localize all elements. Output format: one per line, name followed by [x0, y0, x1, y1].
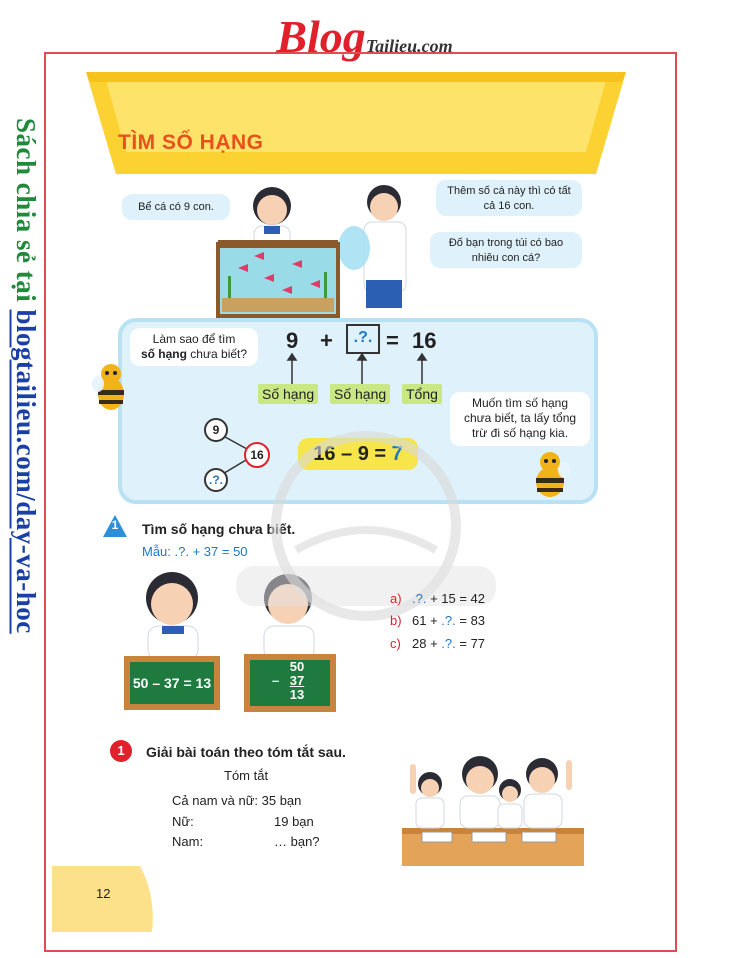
calc-result: 7: [391, 443, 403, 465]
classroom-illustration: [402, 756, 584, 866]
item-a-unknown: .?.: [412, 591, 427, 606]
tree-node-top: 9: [204, 418, 228, 442]
item-b-letter: b): [390, 613, 402, 628]
exercise2-title: Giải bài toán theo tóm tắt sau.: [146, 744, 346, 760]
tree-node-unknown: .?.: [204, 468, 228, 492]
publisher-watermark: [236, 430, 496, 640]
calc-lhs: 16 – 9 =: [313, 443, 392, 465]
summary-row-total: Cả nam và nữ: 35 bạn: [172, 793, 302, 808]
item-c-unknown: .?.: [441, 636, 456, 651]
exercise1-item-a: [390, 591, 485, 606]
tree-node-center: 16: [244, 442, 270, 468]
side-prefix: Sách chia sẻ tại: [11, 118, 41, 310]
item-b-post: = 83: [455, 613, 486, 628]
column-mid-row: [250, 674, 330, 688]
summary-row-boys-label: Nam:: [172, 834, 204, 849]
summary-row-girls-value: 19 bạn: [274, 814, 314, 829]
tag-sum: Tổng: [402, 384, 442, 404]
question-rest: chưa biết?: [186, 347, 248, 361]
column-top: 50: [289, 659, 305, 674]
exercise1-title: Tìm số hạng chưa biết.: [142, 521, 296, 537]
board-horizontal-calc: 50 – 37 = 13: [124, 656, 220, 710]
page-number: 12: [96, 886, 111, 901]
exercise2-number: 1: [110, 740, 132, 762]
board-column-calc: [244, 654, 336, 712]
eq-sum: 16: [412, 328, 437, 353]
item-c-pre: 28 +: [412, 636, 442, 651]
item-b-unknown: .?.: [441, 613, 456, 628]
eq-equals: =: [386, 328, 399, 353]
bee-icon: [530, 450, 570, 500]
example-unknown: .?.: [174, 544, 189, 559]
bubble-right-bottom: Đố bạn trong túi có bao nhiêu con cá?: [430, 232, 582, 268]
item-a-post: + 15 = 42: [426, 591, 486, 606]
bubble-left: Bể cá có 9 con.: [122, 194, 230, 220]
question-line1: Làm sao để tìm: [152, 332, 236, 346]
logo-tailieu-text: Tailieu.com: [365, 36, 453, 56]
summary-row-boys-value: … bạn?: [274, 834, 320, 849]
logo-blog-text: Blog: [276, 11, 366, 62]
example-label: Mẫu:: [142, 544, 175, 559]
question-bubble: [130, 328, 258, 366]
eq-arrows: [280, 352, 440, 386]
item-c-letter: c): [390, 636, 401, 651]
summary-title: Tóm tắt: [224, 768, 269, 783]
bee-icon: [92, 360, 130, 412]
item-c-post: = 77: [455, 636, 486, 651]
exercise1-number: 1: [111, 518, 119, 532]
lesson-title: TÌM SỐ HẠNG: [118, 131, 264, 154]
summary-row-girls-label: Nữ:: [172, 814, 194, 829]
tag-addend-1: Số hạng: [258, 384, 318, 404]
side-watermark: [10, 118, 46, 738]
column-bottom: 13: [289, 687, 305, 702]
example-rest: + 37 = 50: [188, 544, 248, 559]
eq-unknown-box: .?.: [346, 324, 380, 354]
eq-addend: 9: [286, 328, 299, 353]
title-banner: [86, 72, 626, 174]
column-minus: –: [272, 673, 280, 688]
eq-plus: +: [320, 328, 333, 353]
tag-addend-2: Số hạng: [330, 384, 390, 404]
exercise1-example: [142, 544, 248, 559]
side-link[interactable]: blogtailieu.com/day-va-hoc: [11, 309, 41, 634]
exercise1-item-c: [390, 636, 485, 651]
bubble-right-top: Thêm số cá này thì có tất cả 16 con.: [436, 180, 582, 216]
exercise1-item-b: [390, 613, 485, 628]
column-mid: 37: [289, 673, 305, 688]
kids-aquarium-illustration: [214, 180, 430, 320]
question-bold: số hạng: [140, 347, 187, 361]
item-b-pre: 61 +: [412, 613, 442, 628]
tip-bubble: Muốn tìm số hạng chưa biết, ta lấy tổng trừ đi số hạng kia.: [450, 392, 590, 446]
item-a-letter: a): [390, 591, 402, 606]
